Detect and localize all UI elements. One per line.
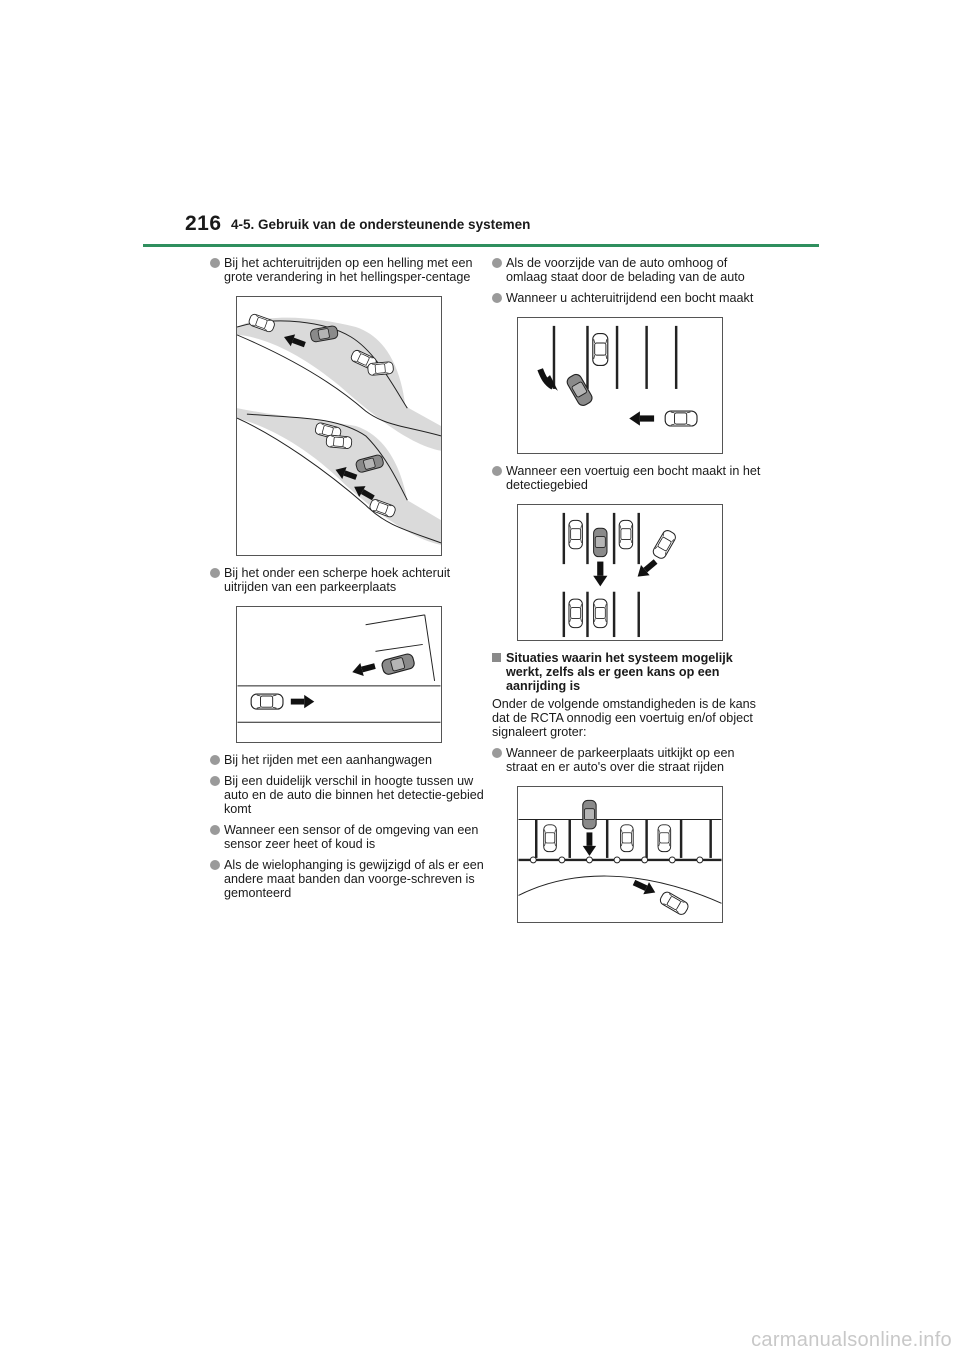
bullet-text: Als de voorzijde van de auto omhoog of omlaag staat door de belading van de auto [506, 256, 745, 284]
section-title: 4-5. Gebruik van de ondersteunende systemen [231, 217, 531, 232]
bullet-detection [492, 464, 767, 492]
figure-angle [236, 606, 442, 743]
bullet-text: Bij het achteruitrijden op een helling met een grote verandering in het hellingsper-centage [224, 256, 473, 284]
bullet-front [492, 256, 767, 284]
footer-watermark[interactable]: carmanualsonline.info [751, 1329, 952, 1351]
bullet-dot-icon [210, 776, 220, 786]
section-subhead [492, 651, 767, 693]
bullet-dot-icon [210, 860, 220, 870]
header-rule [143, 244, 819, 247]
right-column [492, 256, 767, 933]
bullet-trailer [210, 753, 485, 767]
bullet-street [492, 746, 767, 774]
reverse-curve-illustration [518, 318, 722, 453]
bullet-text: Wanneer u achteruitrijdend een bocht maakt [506, 291, 754, 305]
figure-curve [517, 317, 723, 454]
bullet-text: Bij het onder een scherpe hoek achteruit uitrijden van een parkeerplaats [224, 566, 451, 594]
page-number: 216 [185, 212, 222, 235]
bullet-dot-icon [492, 258, 502, 268]
angle-parking-illustration [237, 607, 441, 742]
bullet-slope [210, 256, 485, 284]
left-column [210, 256, 485, 907]
turning-vehicle-illustration [518, 505, 722, 640]
bullet-dot-icon [210, 568, 220, 578]
slope-illustration [237, 297, 441, 555]
subhead-text: Situaties waarin het systeem mogelijk werkt, zelfs als er geen kans op een aanrijding is [506, 651, 733, 693]
figure-slope [236, 296, 442, 556]
square-bullet-icon [492, 653, 501, 662]
paragraph: Onder de volgende omstandigheden is de kans dat de RCTA onnodig een voertuig en/of object signaleert groter: [492, 697, 756, 739]
bullet-text: Bij het rijden met een aanhangwagen [224, 753, 432, 767]
figure-detection [517, 504, 723, 641]
bullet-text: Wanneer de parkeerplaats uitkijkt op een straat en er auto's over die straat rijden [506, 746, 735, 774]
bullet-text: Bij een duidelijk verschil in hoogte tussen uw auto en de auto die binnen het detectie-gebied komt [224, 774, 484, 816]
bullet-dot-icon [492, 748, 502, 758]
bullet-suspension [210, 858, 485, 900]
figure-street [517, 786, 723, 923]
bullet-dot-icon [210, 258, 220, 268]
bullet-text: Wanneer een sensor of de omgeving van een sensor zeer heet of koud is [224, 823, 479, 851]
bullet-text: Wanneer een voertuig een bocht maakt in het detectiegebied [506, 464, 761, 492]
bullet-dot-icon [210, 755, 220, 765]
bullet-text: Als de wielophanging is gewijzigd of als er een andere maat banden dan voorge-schreven is gemonteerd [224, 858, 484, 900]
bullet-dot-icon [492, 293, 502, 303]
bullet-dot-icon [492, 466, 502, 476]
bullet-angle [210, 566, 485, 594]
bullet-dot-icon [210, 825, 220, 835]
parking-street-illustration [518, 787, 722, 922]
bullet-height [210, 774, 485, 816]
bullet-sensor [210, 823, 485, 851]
bullet-curve [492, 291, 767, 305]
